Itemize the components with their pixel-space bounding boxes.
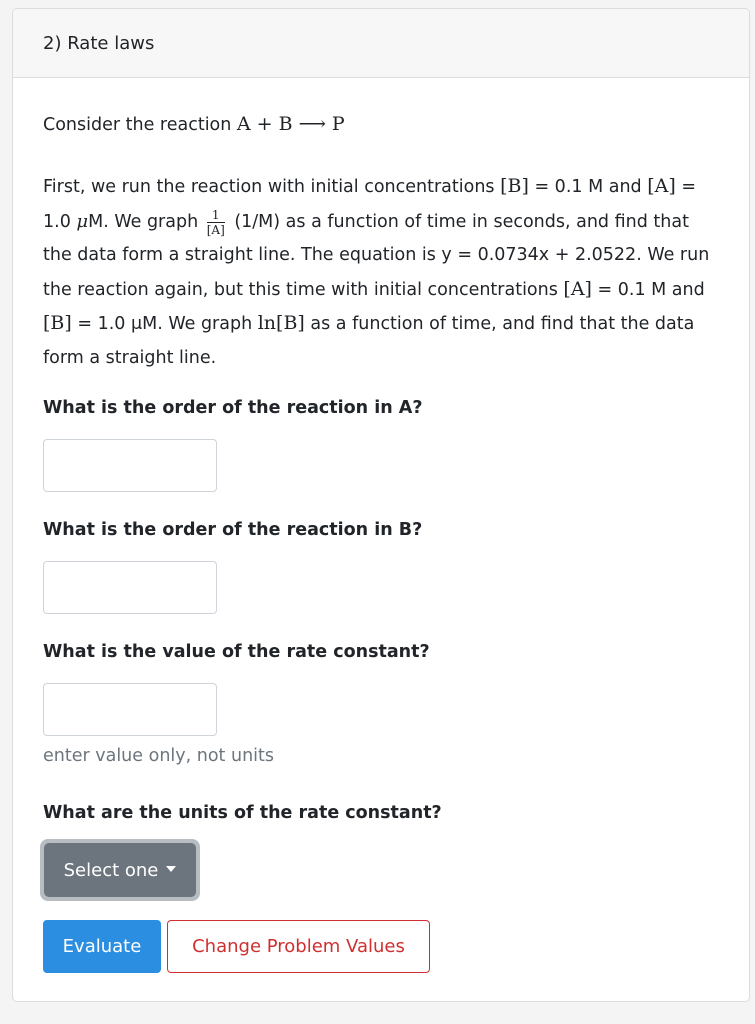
question-order-a: What is the order of the reaction in A?	[43, 398, 423, 418]
intro-text: Consider the reaction	[43, 115, 237, 135]
fraction-numerator: 1	[207, 209, 225, 223]
question-units: What are the units of the rate constant?	[43, 803, 442, 823]
order-b-input[interactable]	[43, 561, 217, 614]
caret-down-icon	[166, 866, 176, 872]
mu-symbol: μ	[76, 210, 89, 232]
conc-b-2: [B]	[43, 312, 72, 334]
para-text-1: First, we run the reaction with initial concentrations	[43, 177, 501, 197]
units-select-label: Select one	[63, 859, 159, 881]
question-order-b: What is the order of the reaction in B?	[43, 520, 423, 540]
fraction-denominator: [A]	[206, 223, 225, 237]
problem-paragraph	[43, 170, 719, 375]
rate-constant-input[interactable]	[43, 683, 217, 736]
order-a-input[interactable]	[43, 439, 217, 492]
evaluate-button[interactable]: Evaluate	[43, 920, 161, 973]
para-text-8: as a function of time, and find that the data form a straight line.	[43, 314, 695, 368]
reaction-intro	[43, 109, 719, 140]
change-problem-values-button[interactable]: Change Problem Values	[167, 920, 430, 973]
reciprocal-a-fraction	[207, 209, 225, 236]
problem-title: 2) Rate laws	[13, 9, 749, 78]
problem-card	[12, 8, 750, 1002]
para-text-6: = 0.1 M and	[591, 279, 705, 300]
para-text-3: = 1.0	[43, 177, 697, 232]
ln-b: ln[B]	[257, 312, 305, 334]
conc-b: [B]	[500, 175, 529, 197]
reaction-equation: A + B ⟶ P	[236, 113, 345, 135]
conc-a-2: [A]	[563, 277, 592, 300]
conc-a: [A]	[647, 175, 676, 197]
problem-body	[13, 109, 749, 375]
para-text-7: = 1.0 μM. We graph	[71, 314, 258, 334]
units-select[interactable]	[44, 843, 196, 897]
question-rate-constant: What is the value of the rate constant?	[43, 642, 430, 662]
rate-constant-hint: enter value only, not units	[43, 746, 274, 766]
units-select-focus-ring	[40, 839, 200, 901]
para-text-4: M. We graph	[88, 211, 204, 232]
para-text-2: = 0.1 M and	[528, 177, 648, 197]
para-text-5: (1/M) as a function of time in seconds, and find that the data form a straight line. The equation is y = 0.0734x + 2.0522. We run the reaction again, but this time with initial concentrations	[43, 211, 710, 300]
